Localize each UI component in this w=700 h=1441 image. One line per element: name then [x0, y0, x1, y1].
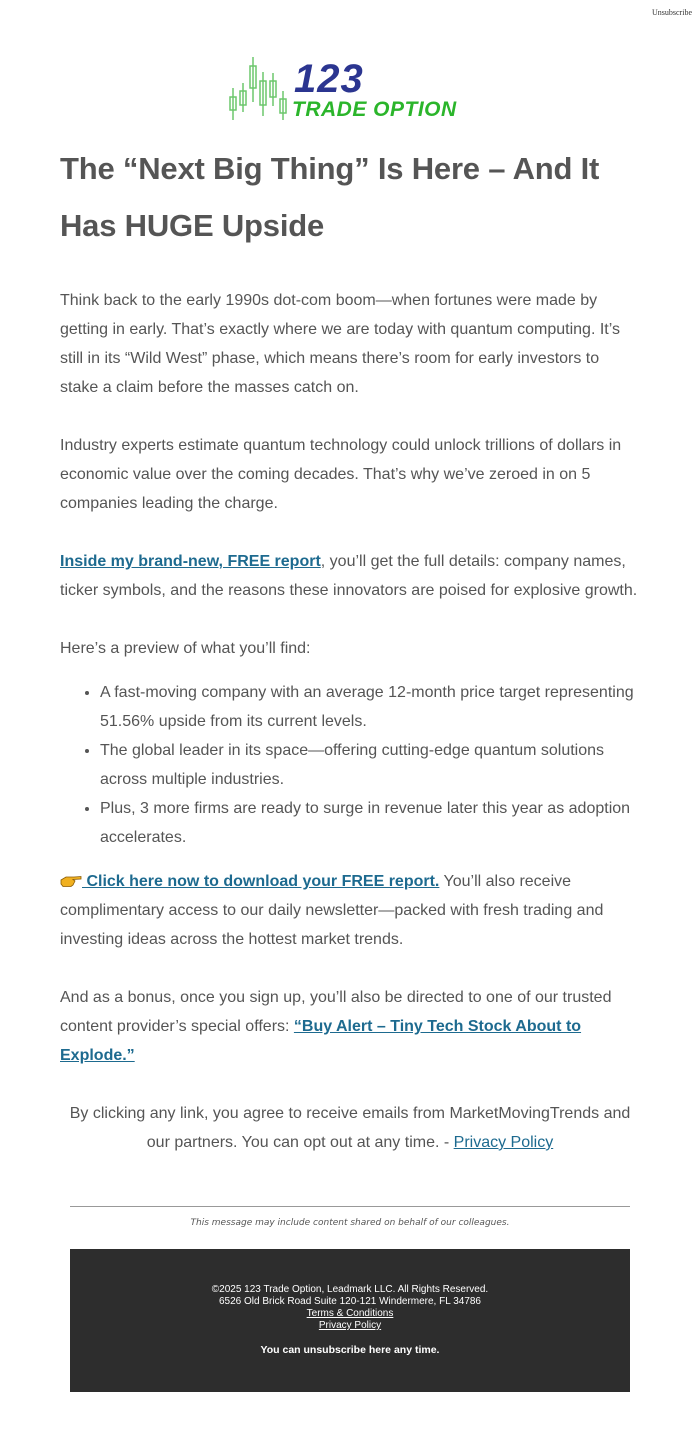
divider	[70, 1206, 630, 1207]
preview-list	[60, 678, 640, 852]
footer-address: 6526 Old Brick Road Suite 120-121 Windermere, FL 34786	[219, 1296, 481, 1307]
list-item: • The global leader in its space—offering cutting-edge quantum solutions across multiple industries.	[100, 736, 640, 794]
footer-copyright: ©2025 123 Trade Option, Leadmark LLC. All Rights Reserved.	[211, 1284, 489, 1295]
footer-privacy-link[interactable]: Privacy Policy	[318, 1320, 382, 1331]
download-report-link[interactable]	[60, 873, 439, 890]
paragraph-bonus-text: And as a bonus, once you sign up, you’ll also be directed to one of our trusted content provider’s special offers:	[60, 989, 612, 1035]
free-report-link[interactable]: Inside my brand-new, FREE report	[60, 553, 321, 570]
article-content	[60, 140, 640, 1157]
consent-paragraph	[60, 1099, 640, 1157]
paragraph-report-text: , you’ll get the full details: company names, ticker symbols, and the reasons these innovators are poised for explosive growth.	[60, 553, 638, 599]
logo	[226, 54, 476, 122]
terms-link[interactable]: Terms & Conditions	[306, 1308, 394, 1319]
footer	[70, 1249, 630, 1392]
download-report-label: Click here now to download your FREE report.	[82, 873, 440, 890]
unsubscribe-link[interactable]: Unsubscribe	[652, 8, 692, 17]
paragraph-intro: Think back to the early 1990s dot-com boom—when fortunes were made by getting in early. That’s exactly where we are today with quantum computing. It’s still in its “Wild West” phase, which means there’s room for early investors to stake a claim before the masses catch on.	[60, 292, 620, 396]
pointing-hand-icon	[60, 869, 82, 883]
consent-text: By clicking any link, you agree to receive emails from MarketMovingTrends and our partners. You can opt out at any time. -	[69, 1105, 631, 1151]
list-item: • Plus, 3 more firms are ready to surge in revenue later this year as adoption accelerates.	[100, 794, 640, 852]
footer-unsubscribe[interactable]: You can unsubscribe here any time.	[260, 1344, 440, 1356]
preview-intro: Here’s a preview of what you’ll find:	[60, 640, 311, 657]
list-item: • A fast-moving company with an average 12-month price target representing 51.56% upside from its current levels.	[100, 678, 640, 736]
paragraph-cta-text: You’ll also receive complimentary access to our daily newsletter—packed with fresh trading and investing ideas across the hottest market trends.	[60, 873, 604, 948]
paragraph-bonus	[60, 983, 640, 1070]
disclaimer: This message may include content shared on behalf of our colleagues.	[190, 1218, 510, 1228]
paragraph-experts: Industry experts estimate quantum technology could unlock trillions of dollars in economic value over the coming decades. That’s why we’ve zeroed in on 5 companies leading the charge.	[60, 437, 622, 512]
privacy-policy-link[interactable]: Privacy Policy	[453, 1134, 554, 1151]
svg-text:123: 123	[294, 57, 364, 101]
paragraph-cta	[60, 867, 640, 954]
candlestick-logo-icon	[226, 54, 476, 122]
buy-alert-link[interactable]: “Buy Alert – Tiny Tech Stock About to Explode.”	[60, 1018, 582, 1064]
paragraph-report	[60, 547, 640, 605]
article-title: The “Next Big Thing” Is Here – And It Has HUGE Upside	[60, 151, 600, 243]
svg-text:TRADE OPTION: TRADE OPTION	[292, 98, 457, 121]
